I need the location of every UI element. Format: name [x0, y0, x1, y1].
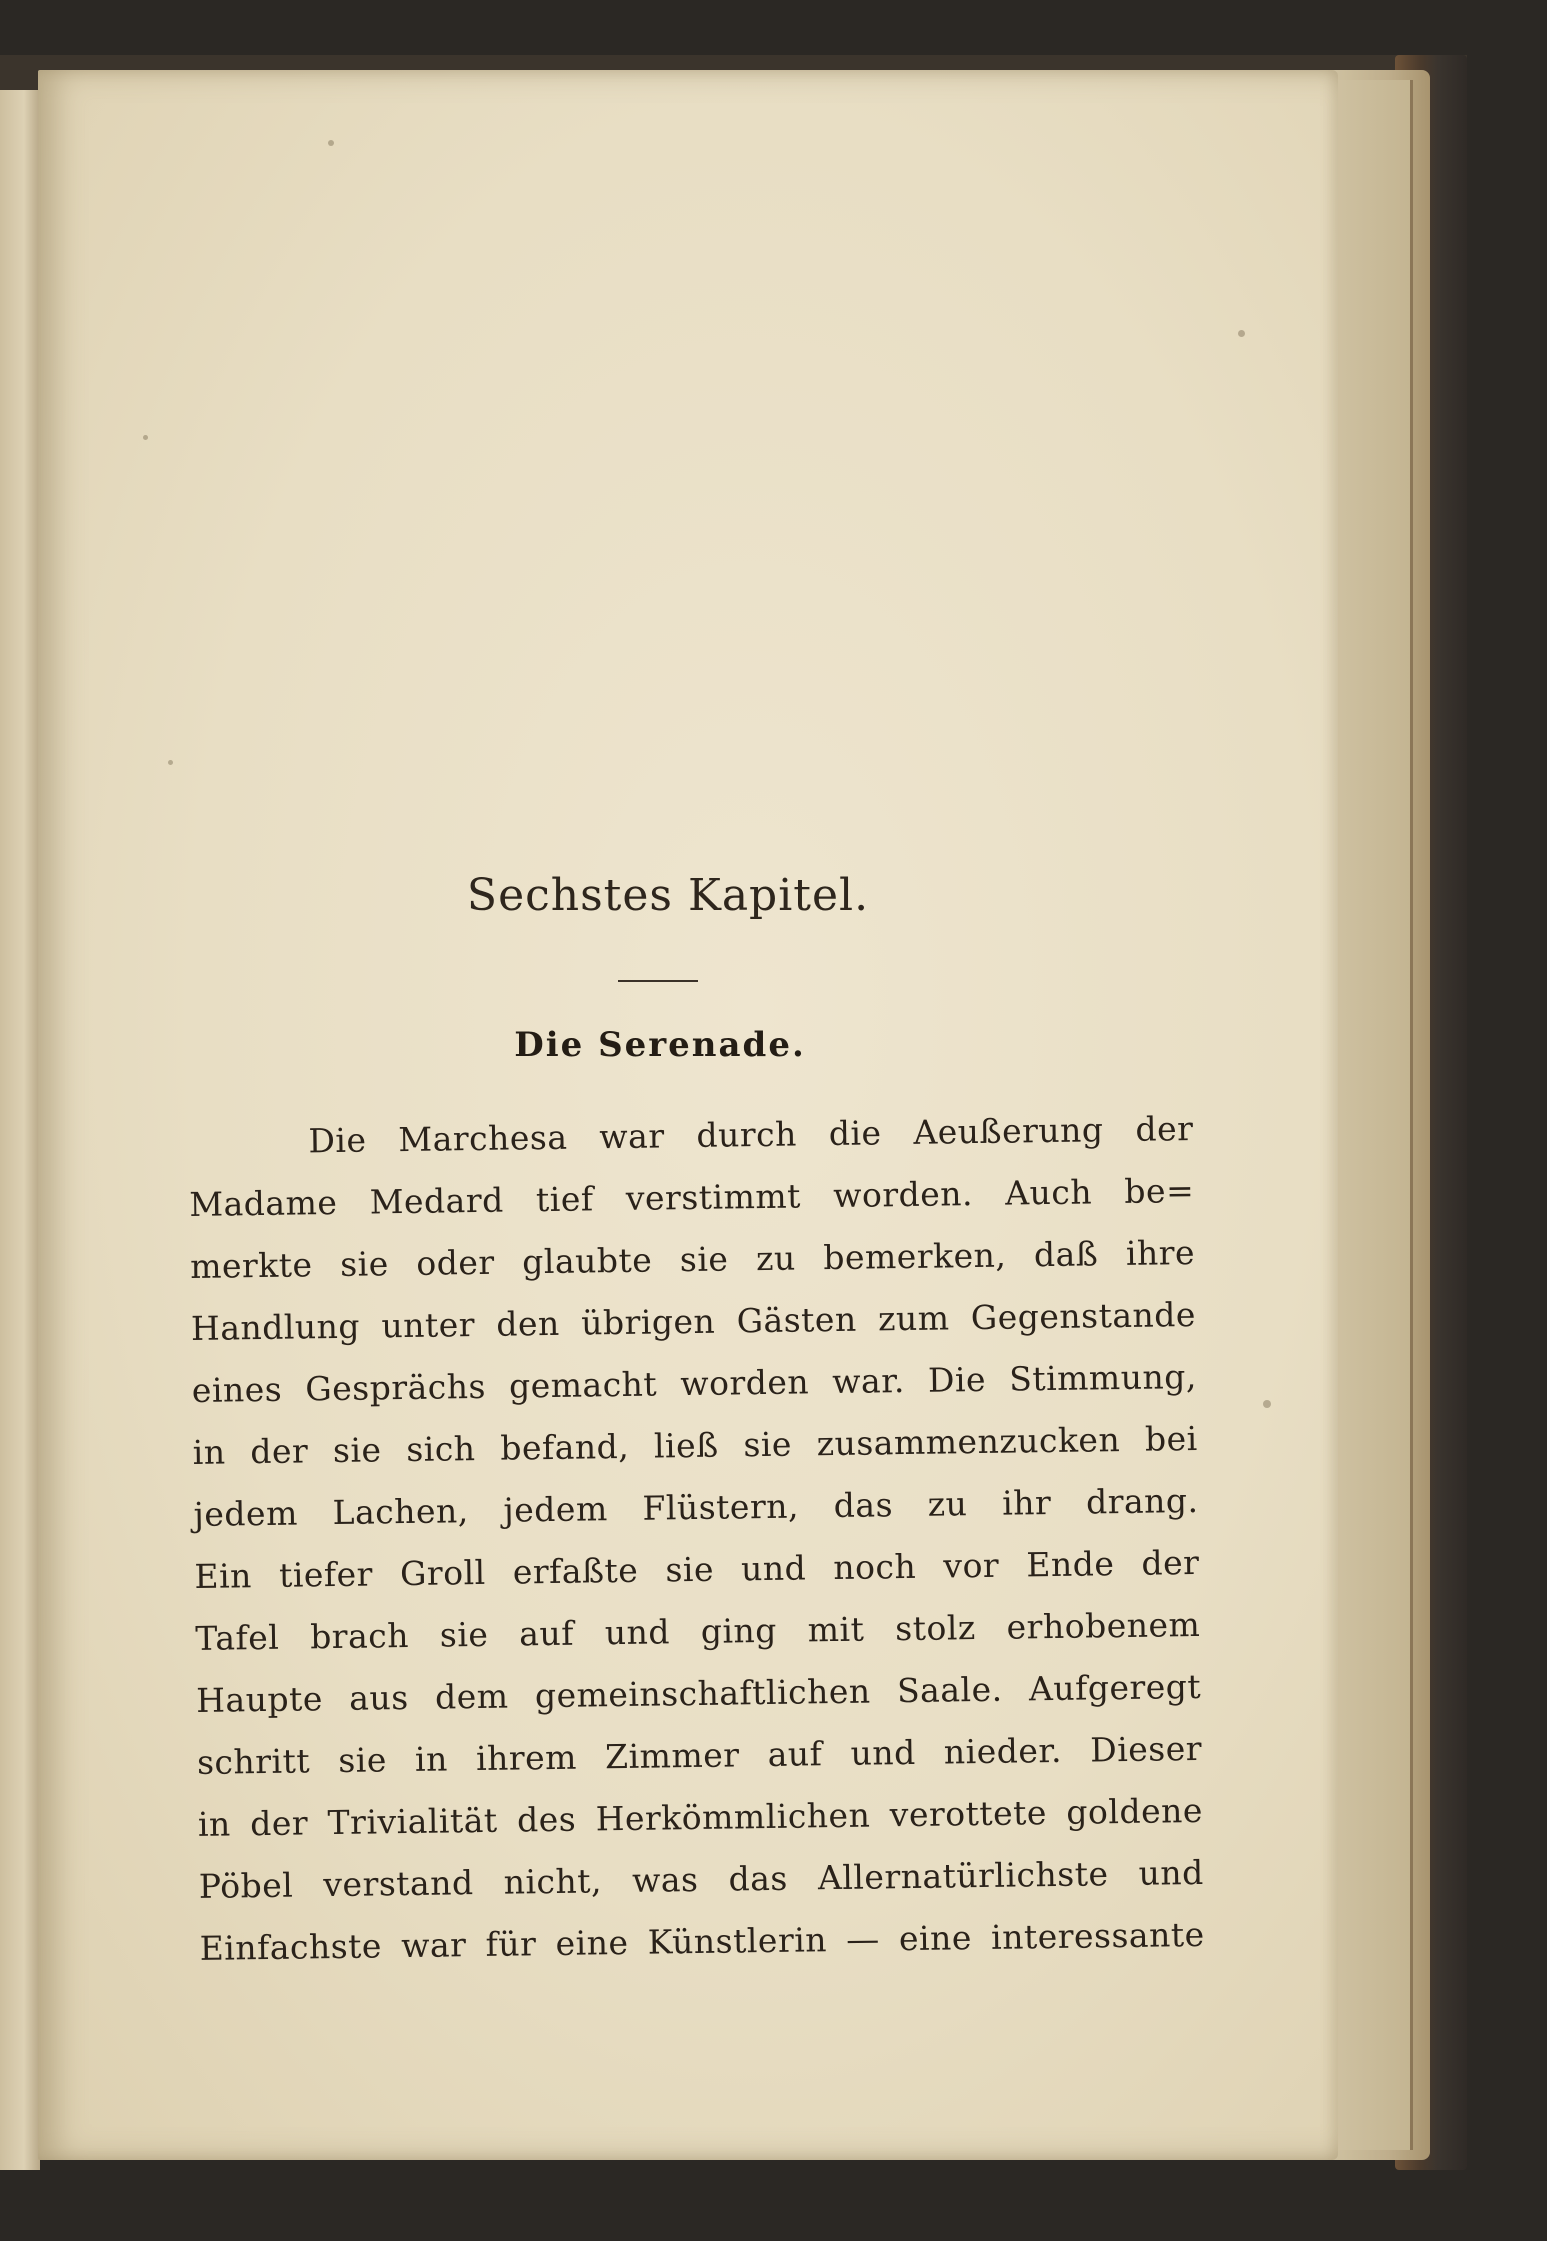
paper-speck	[168, 760, 173, 765]
page-stack-inner-edges	[1330, 80, 1413, 2150]
paper-speck	[1263, 1400, 1271, 1408]
text-line: Die Marchesa war durch die Aeußerung der	[308, 1108, 1194, 1161]
paper-speck	[1238, 330, 1245, 337]
book-page	[38, 70, 1338, 2160]
text-line: in der Trivialität des Herkömmlichen verottete goldene	[197, 1790, 1204, 1844]
body-text	[188, 1098, 1205, 1980]
text-line: in der sie sich befand, ließ sie zusammenzucken bei	[192, 1418, 1198, 1472]
page-text-block	[38, 70, 1338, 2160]
title-divider-rule	[618, 980, 698, 982]
text-line: eines Gesprächs gemacht worden war. Die Stimmung,	[191, 1356, 1198, 1410]
paper-speck	[143, 435, 148, 440]
text-line: Pöbel verstand nicht, was das Allernatürlichste und	[198, 1852, 1204, 1906]
text-line: Handlung unter den übrigen Gästen zum Gegenstande	[190, 1294, 1197, 1348]
text-line: Ein tiefer Groll erfaßte sie und noch vor Ende der	[194, 1542, 1200, 1596]
chapter-title: Sechstes Kapitel.	[466, 870, 870, 921]
section-title: Die Serenade.	[514, 1025, 806, 1065]
text-line: Haupte aus dem gemeinschaftlichen Saale. Aufgeregt	[195, 1666, 1202, 1720]
text-line: Madame Medard tief verstimmt worden. Auch be=	[189, 1170, 1195, 1224]
text-line: schritt sie in ihrem Zimmer auf und nieder. Dieser	[196, 1728, 1203, 1782]
left-facing-page-edge	[0, 90, 40, 2170]
text-line: merkte sie oder glaubte sie zu bemerken, daß ihre	[189, 1232, 1196, 1286]
text-line: Tafel brach sie auf und ging mit stolz erhobenem	[195, 1604, 1201, 1658]
paper-speck	[328, 140, 334, 146]
text-line: Einfachste war für eine Künstlerin — eine interessante	[199, 1914, 1205, 1968]
text-line: jedem Lachen, jedem Flüstern, das zu ihr drang.	[193, 1480, 1199, 1534]
